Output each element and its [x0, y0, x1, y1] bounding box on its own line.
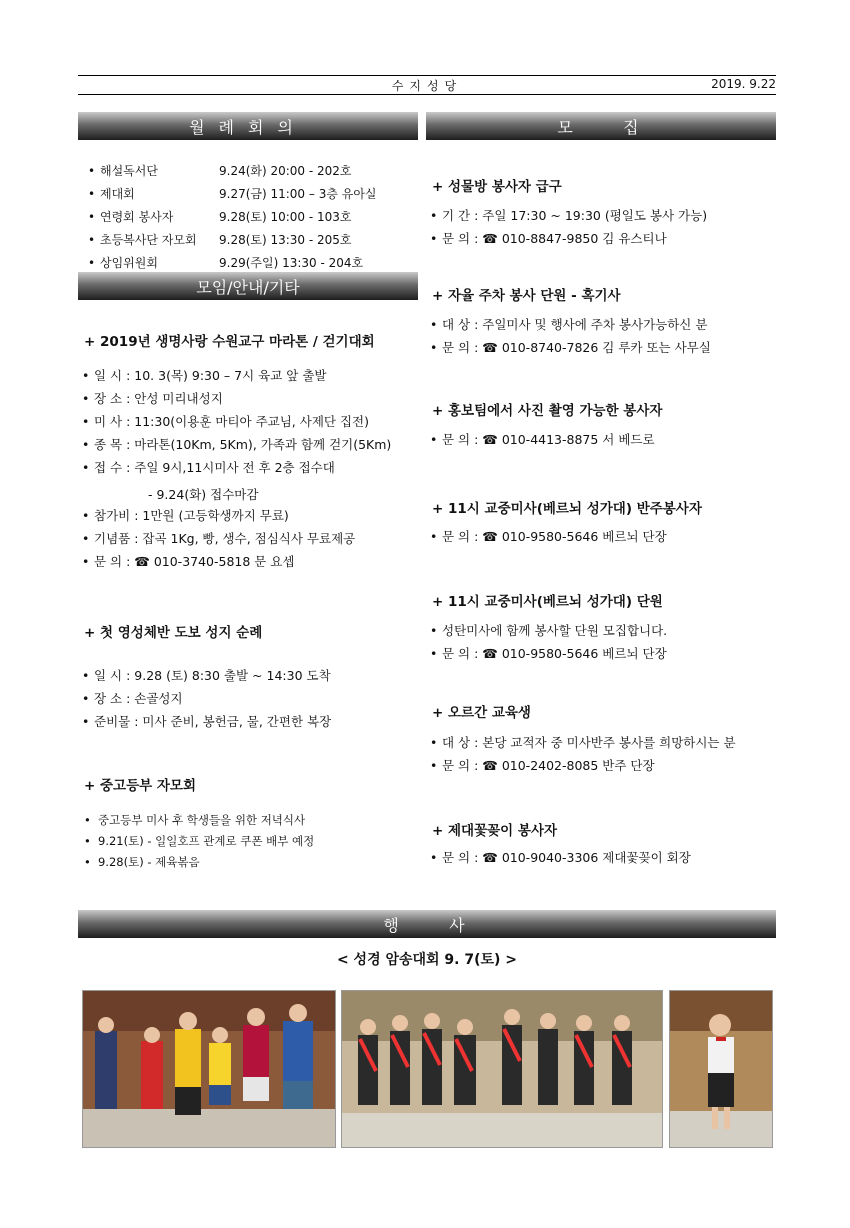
detail-line: • 장 소 : 손골성지 — [82, 687, 418, 710]
event-caption: < 성경 암송대회 9. 7(토) > — [336, 952, 518, 968]
issue-date: 2019. 9.22 — [711, 77, 776, 91]
recruit-section-lines — [430, 313, 776, 359]
marathon-details — [82, 364, 418, 479]
contact-line: • 문 의 : ☎ 010-8847-9850 김 유스티나 — [430, 227, 776, 250]
recruit-title: 모 집 — [557, 117, 645, 137]
recruit-section-lines — [430, 731, 776, 777]
deadline-line: - 9.24(화) 접수마감 — [148, 487, 259, 502]
meeting-item: • 해설독서단 9.24(화) 20:00 - 202호 — [88, 160, 418, 183]
recruit-section-lines — [430, 846, 776, 869]
events-bar — [78, 910, 776, 938]
recruit-bar — [426, 112, 776, 140]
detail-line: • 종 목 : 마라톤(10Km, 5Km), 가족과 함께 걷기(5Km) — [82, 433, 418, 456]
event-photo-boy — [669, 990, 773, 1148]
recruit-section-lines — [430, 428, 776, 451]
meeting-item: • 초등복사단 자모회 9.28(토) 13:30 - 205호 — [88, 229, 418, 252]
contact-line: • 문 의 : ☎ 010-9040-3306 제대꽃꽂이 회장 — [430, 846, 776, 869]
recruit-section-title: + 성물방 봉사자 급구 — [432, 179, 562, 195]
detail-line: • 접 수 : 주일 9시,11시미사 전 후 2층 접수대 — [82, 456, 418, 479]
meeting-item: • 제대회 9.27(금) 11:00 – 3층 유아실 — [88, 183, 418, 206]
detail-line: • 일 시 : 9.28 (토) 8:30 출발 ~ 14:30 도착 — [82, 664, 418, 687]
detail-line: • 장 소 : 안성 미리내성지 — [82, 387, 418, 410]
detail-line: • 기념품 : 잡곡 1Kg, 빵, 생수, 점심식사 무료제공 — [82, 527, 418, 550]
monthly-meetings-title: 월례회의 — [189, 117, 307, 137]
recruit-section-title: + 11시 교중미사(베르뇌 성가대) 단원 — [432, 594, 663, 610]
monthly-meetings-bar — [78, 112, 418, 140]
parents-meeting-title: + 중고등부 자모회 — [84, 778, 196, 794]
contact-line: • 문 의 : ☎ 010-2402-8085 반주 단장 — [430, 754, 776, 777]
recruit-section-lines — [430, 204, 776, 250]
recruit-section-title: + 제대꽃꽂이 봉사자 — [432, 823, 558, 839]
meeting-item: • 연령회 봉사자 9.28(토) 10:00 - 103호 — [88, 206, 418, 229]
recruit-section-title: + 오르간 교육생 — [432, 705, 531, 721]
detail-line: • 중고등부 미사 후 학생들을 위한 저녁식사 — [84, 810, 418, 831]
event-photo-children — [82, 990, 336, 1148]
contact-line: • 문 의 : ☎ 010-3740-5818 문 요셉 — [82, 550, 418, 573]
header-top-rule — [78, 75, 776, 76]
events-title: 행 사 — [383, 915, 471, 935]
meeting-item: • 상임위원회 9.29(주일) 13:30 - 204호 — [88, 252, 418, 275]
detail-line: • 일 시 : 10. 3(목) 9:30 – 7시 육교 앞 출발 — [82, 364, 418, 387]
recruit-section-lines — [430, 619, 776, 665]
notices-title: 모임/안내/기타 — [196, 277, 300, 297]
recruit-section-title: + 홍보팀에서 사진 촬영 가능한 봉사자 — [432, 403, 663, 419]
contact-line: • 문 의 : ☎ 010-4413-8875 서 베드로 — [430, 428, 776, 451]
detail-line: • 9.28(토) - 제육볶음 — [84, 852, 418, 873]
parish-title: 수지성당 — [391, 79, 463, 93]
detail-line: • 미 사 : 11:30(이용훈 마티아 주교님, 사제단 집전) — [82, 410, 418, 433]
detail-line: • 기 간 : 주일 17:30 ~ 19:30 (평일도 봉사 가능) — [430, 204, 776, 227]
pilgrimage-title: + 첫 영성체반 도보 성지 순례 — [84, 625, 263, 641]
meeting-list — [88, 160, 418, 275]
marathon-details-2 — [82, 504, 418, 573]
detail-line: • 준비물 : 미사 준비, 봉헌금, 물, 간편한 복장 — [82, 710, 418, 733]
detail-line: • 성탄미사에 함께 봉사할 단원 모집합니다. — [430, 619, 776, 642]
contact-line: • 문 의 : ☎ 010-9580-5646 베르뇌 단장 — [430, 525, 776, 548]
recruit-section-lines — [430, 525, 776, 548]
event-photo-adults — [341, 990, 663, 1148]
pilgrimage-details — [82, 664, 418, 733]
parents-meeting-details — [84, 810, 418, 873]
contact-line: • 문 의 : ☎ 010-8740-7826 김 루카 또는 사무실 — [430, 336, 776, 359]
header-bottom-rule — [78, 94, 776, 95]
detail-line: • 참가비 : 1만원 (고등학생까지 무료) — [82, 504, 418, 527]
recruit-section-title: + 자율 주차 봉사 단원 - 혹기사 — [432, 288, 621, 304]
notices-bar — [78, 272, 418, 300]
detail-line: • 대 상 : 본당 교적자 중 미사반주 봉사를 희망하시는 분 — [430, 731, 776, 754]
detail-line: • 대 상 : 주일미사 및 행사에 주차 봉사가능하신 분 — [430, 313, 776, 336]
contact-line: • 문 의 : ☎ 010-9580-5646 베르뇌 단장 — [430, 642, 776, 665]
recruit-section-title: + 11시 교중미사(베르뇌 성가대) 반주봉사자 — [432, 501, 702, 517]
marathon-title: + 2019년 생명사랑 수원교구 마라톤 / 걷기대회 — [84, 334, 375, 350]
detail-line: • 9.21(토) - 일일호프 관계로 쿠폰 배부 예정 — [84, 831, 418, 852]
